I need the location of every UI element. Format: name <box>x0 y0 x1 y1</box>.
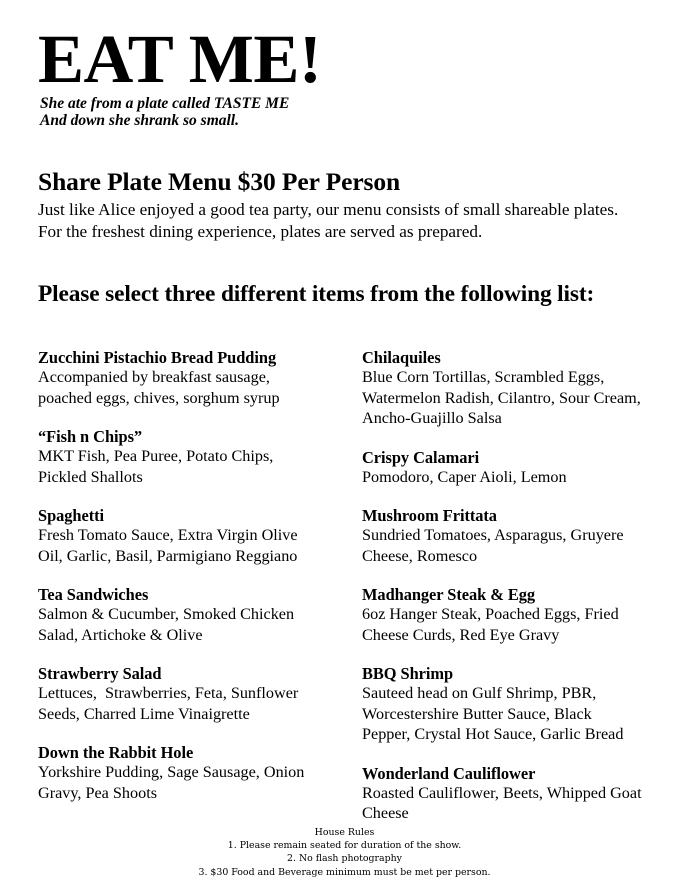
intro-paragraph: Just like Alice enjoyed a good tea party, our menu consists of small shareable plates. For the freshest dining experience, plates are served as prepared. <box>38 200 619 241</box>
menu-item-description: 6oz Hanger Steak, Poached Eggs, Fried Cheese Curds, Red Eye Gravy <box>362 605 623 644</box>
house-rule-1: 1. Please remain seated for duration of the show. <box>227 840 462 852</box>
menu-item-description: Salmon & Cucumber, Smoked Chicken Salad, Artichoke & Olive <box>38 605 299 644</box>
menu-item-name: Tea Sandwiches <box>38 585 149 604</box>
menu-item-name: Madhanger Steak & Egg <box>362 585 536 604</box>
house-rule-3: 3. $30 Food and Beverage minimum must be met per person. <box>198 866 491 878</box>
menu-item-description: Lettuces, Strawberries, Feta, Sunflower Seeds, Charred Lime Vinaigrette <box>38 684 303 723</box>
menu-column-left <box>38 348 345 824</box>
menu-item-name: Spaghetti <box>38 506 105 525</box>
menu-item-name: Down the Rabbit Hole <box>38 743 194 762</box>
tagline-line-2: And down she shrank so small. <box>40 111 239 129</box>
menu-item <box>362 585 652 645</box>
menu-item-description: Accompanied by breakfast sausage, poached eggs, chives, sorghum syrup <box>38 368 280 407</box>
menu-item <box>362 764 652 824</box>
masthead <box>38 21 658 129</box>
menu-item-name: Wonderland Cauliflower <box>362 763 536 783</box>
menu-item-name: Strawberry Salad <box>38 664 162 683</box>
house-rule-2: 2. No flash photography <box>287 853 402 865</box>
menu-item-description: MKT Fish, Pea Puree, Potato Chips, Pickled Shallots <box>38 447 278 486</box>
menu-item-name: BBQ Shrimp <box>362 664 454 683</box>
house-rules <box>0 826 689 879</box>
page-title: EAT ME! <box>38 21 322 97</box>
menu-item-description: Yorkshire Pudding, Sage Sausage, Onion Gravy, Pea Shoots <box>38 763 309 802</box>
menu-item <box>38 585 345 645</box>
menu-item-description: Sundried Tomatoes, Asparagus, Gruyere Cheese, Romesco <box>362 526 628 565</box>
tagline-line-1: She ate from a plate called TASTE ME <box>40 95 290 113</box>
menu-item-description: Blue Corn Tortillas, Scrambled Eggs, Watermelon Radish, Cilantro, Sour Cream, Ancho-Guajillo Salsa <box>362 368 644 427</box>
house-rules-heading: House Rules <box>314 827 375 838</box>
intro-block <box>38 168 638 242</box>
menu-item-description: Roasted Cauliflower, Beets, Whipped Goat Cheese <box>362 783 646 822</box>
tagline <box>40 96 658 129</box>
menu-item <box>38 506 345 566</box>
menu-item-description: Fresh Tomato Sauce, Extra Virgin Olive Oil, Garlic, Basil, Parmigiano Reggiano <box>38 526 302 565</box>
menu-columns <box>38 348 652 824</box>
menu-item-name: Crispy Calamari <box>362 447 480 467</box>
share-plate-heading: Share Plate Menu $30 Per Person <box>38 167 401 196</box>
menu-item <box>362 664 652 745</box>
menu-item-name: Zucchini Pistachio Bread Pudding <box>38 348 277 367</box>
select-items-heading: Please select three different items from the following list: <box>38 281 595 307</box>
menu-column-right <box>345 348 652 824</box>
menu-item <box>38 427 345 487</box>
menu-item <box>38 348 345 408</box>
menu-item-name: Mushroom Frittata <box>362 506 497 525</box>
menu-item <box>362 506 652 566</box>
menu-item-name: “Fish n Chips” <box>38 427 143 446</box>
menu-item <box>362 348 652 429</box>
menu-item-name: Chilaquiles <box>362 348 441 367</box>
menu-item <box>38 743 345 803</box>
menu-item-description: Pomodoro, Caper Aioli, Lemon <box>362 467 567 486</box>
menu-item <box>38 664 345 724</box>
menu-item <box>362 448 652 488</box>
menu-item-description: Sauteed head on Gulf Shrimp, PBR, Worcestershire Butter Sauce, Black Pepper, Crystal Hot Sauce, Garlic Bread <box>362 684 624 743</box>
